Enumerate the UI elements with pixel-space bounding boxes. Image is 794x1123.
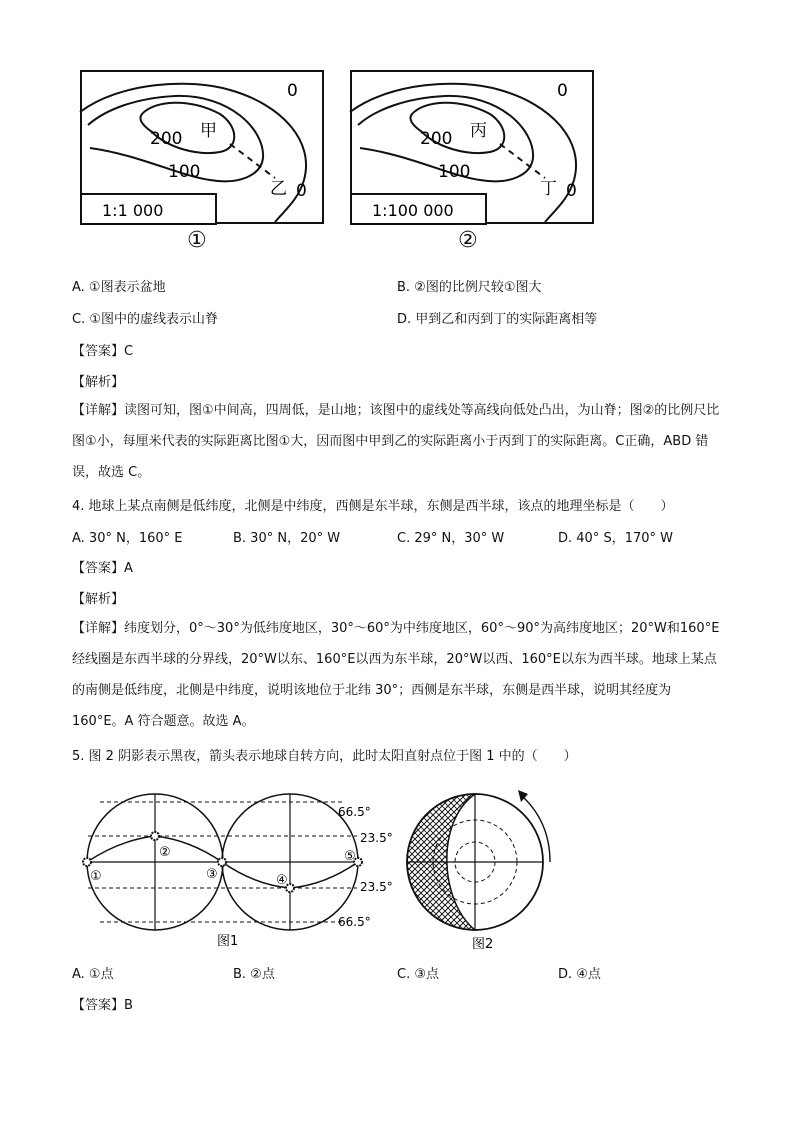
scale-label: 1:1 000	[102, 201, 164, 220]
q4-option-b[interactable]: B. 30° N，20° W	[233, 531, 341, 546]
sun-icon-p2	[151, 832, 159, 840]
sun-icon-p1	[83, 858, 91, 866]
q4-analysis-title: 【解析】	[72, 592, 125, 607]
contour-map-1	[80, 70, 324, 226]
q4-question: 4. 地球上某点南侧是低纬度，北侧是中纬度，西侧是东半球，东侧是西半球，该点的地理坐标是（ ）	[72, 499, 674, 514]
q5-option-c[interactable]: C. ③点	[397, 967, 439, 982]
point-2-label: ②	[159, 845, 171, 860]
q5-option-b[interactable]: B. ②点	[233, 967, 275, 982]
figure-2-caption: 图2	[472, 937, 494, 952]
contour-label-100: 100	[438, 162, 471, 182]
point-5-label: ⑤	[344, 849, 356, 864]
q4-detail: 【详解】纬度划分，0°～30°为低纬度地区，30°～60°为中纬度地区，60°～90°为高纬度地区；20°W和160°E经线圈是东西半球的分界线，20°W以东、160°E以西为东半球，20°W以西、160°E以东为西半球。地球上某点的南侧是低纬度，北侧是中纬度，说明该地位于北纬 30°；西侧是东半球，东侧是西半球，说明其经度为 160°E。A 符合题意。故选 A。	[72, 621, 720, 729]
q3-option-b[interactable]: B. ②图的比例尺较①图大	[397, 280, 542, 295]
figure-1-globes	[80, 790, 393, 950]
contour-map-2	[350, 70, 594, 226]
q4-option-a[interactable]: A. 30° N，160° E	[72, 531, 183, 546]
q4-option-d[interactable]: D. 40° S，170° W	[558, 531, 674, 546]
lat-665-bot: 66.5°	[338, 915, 371, 929]
contour-label-200: 200	[420, 129, 453, 149]
sun-icon-p3	[218, 858, 226, 866]
q5-option-d[interactable]: D. ④点	[558, 967, 601, 982]
map-1-label: ①	[187, 228, 207, 253]
contour-label-200: 200	[150, 129, 183, 149]
scale-label: 1:100 000	[372, 201, 454, 220]
q3-analysis-title: 【解析】	[72, 375, 125, 390]
map-2-label: ②	[458, 228, 478, 253]
q3-option-c[interactable]: C. ①图中的虚线表示山脊	[72, 312, 218, 327]
q5-option-a[interactable]: A. ①点	[72, 967, 114, 982]
contour-label-0: 0	[287, 81, 298, 101]
contour-label-100: 100	[168, 162, 201, 182]
lat-235-bot: 23.5°	[360, 880, 393, 894]
point-ding: 丁	[540, 179, 557, 199]
point-yi: 乙	[270, 179, 287, 199]
q3-answer: 【答案】C	[72, 344, 134, 359]
q3-detail: 【详解】读图可知，图①中间高，四周低，是山地；该图中的虚线处等高线向低处凸出，为山脊；图②的比例尺比图①小，每厘米代表的实际距离比图①大，因而图中甲到乙的实际距离小于丙到丁的实际距离。C正确，ABD 错误，故选 C。	[72, 403, 720, 480]
lat-235-top: 23.5°	[360, 831, 393, 845]
point-jia: 甲	[200, 121, 217, 141]
lat-665-top: 66.5°	[338, 805, 371, 819]
point-4-label: ④	[276, 873, 288, 888]
point-1-label: ①	[90, 869, 102, 884]
q3-option-a[interactable]: A. ①图表示盆地	[72, 280, 166, 295]
q4-answer: 【答案】A	[72, 561, 133, 576]
q3-option-d[interactable]: D. 甲到乙和丙到丁的实际距离相等	[397, 312, 598, 327]
contour-label-0: 0	[557, 81, 568, 101]
point-3-label: ③	[206, 867, 218, 882]
contour-label-0-yi: 0	[296, 181, 307, 201]
q4-option-c[interactable]: C. 29° N，30° W	[397, 531, 505, 546]
q5-question: 5. 图 2 阴影表示黑夜，箭头表示地球自转方向，此时太阳直射点位于图 1 中的（ ）	[72, 749, 577, 764]
q5-answer: 【答案】B	[72, 998, 133, 1013]
figure-2-polar-view	[400, 782, 560, 954]
figure-1-caption: 图1	[217, 934, 239, 949]
point-bing: 丙	[470, 121, 487, 141]
contour-label-0-ding: 0	[566, 181, 577, 201]
